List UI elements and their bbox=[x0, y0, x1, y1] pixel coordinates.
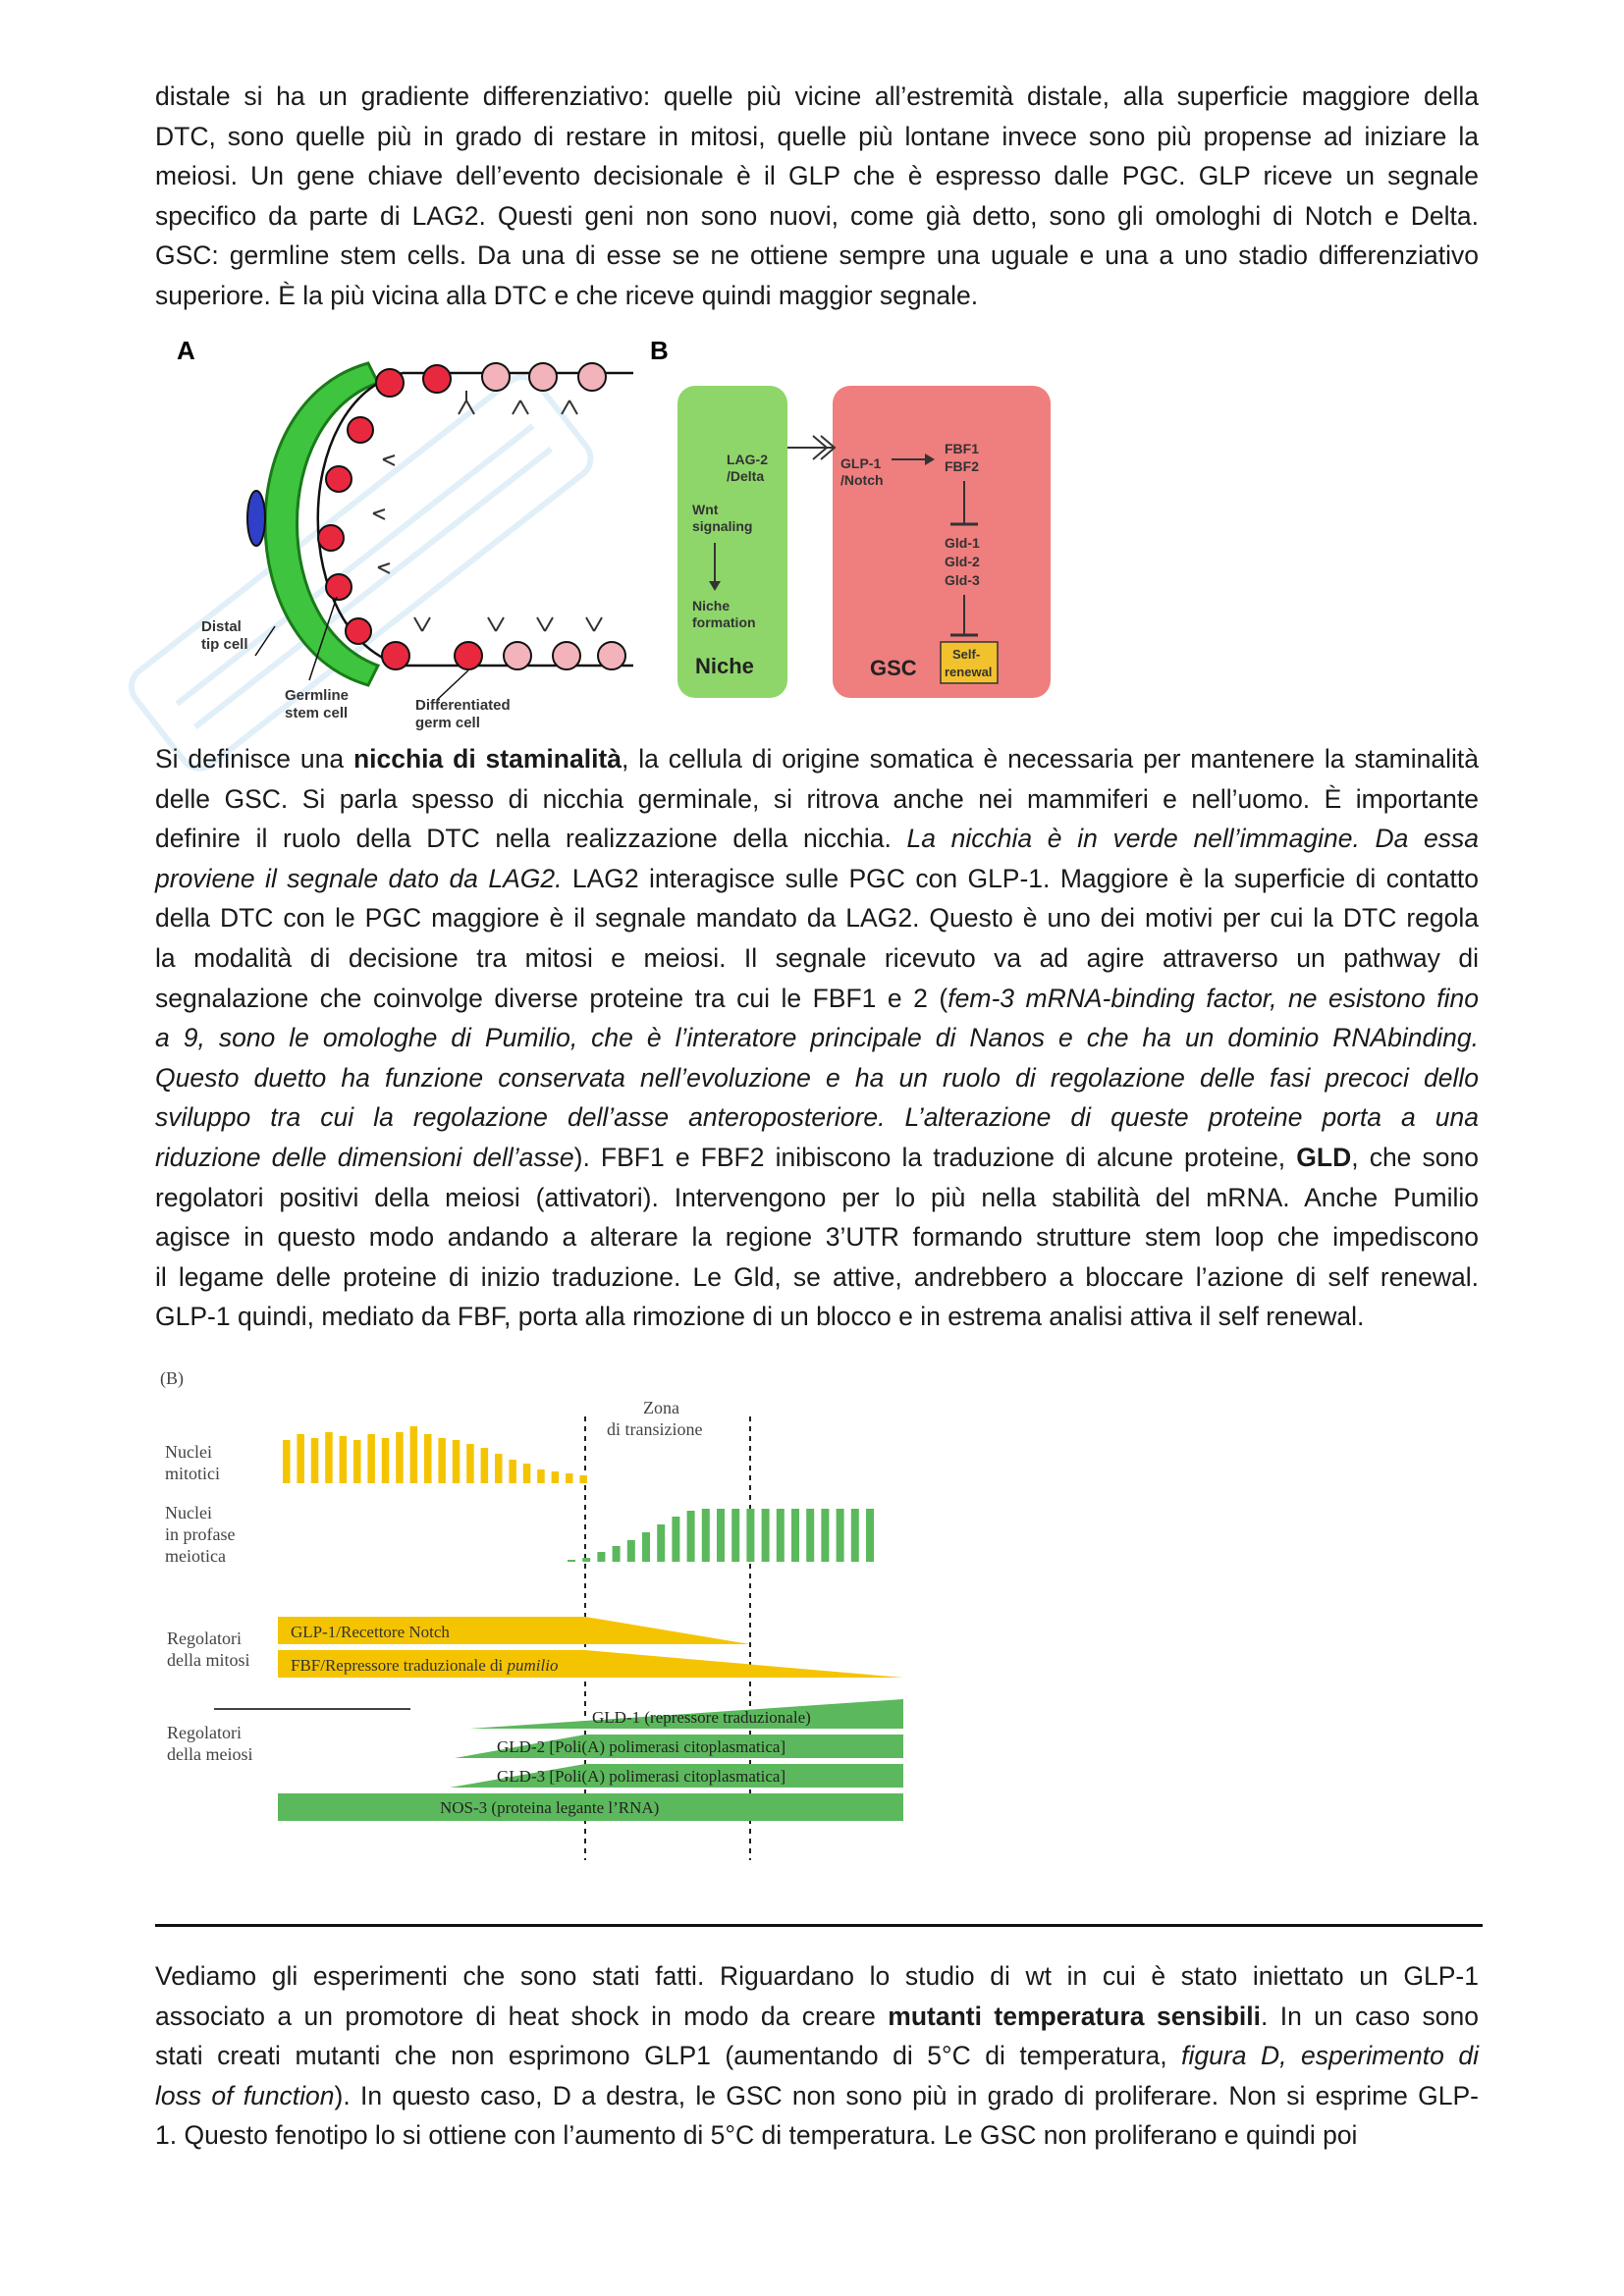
mitotic-bar bbox=[297, 1434, 304, 1483]
italic-text: fem-3 mRNA-binding factor, ne esistono fino bbox=[947, 983, 1479, 1013]
text-run: segnalazione che coinvolge diverse proteine tra cui le FBF1 e 2 ( bbox=[155, 983, 948, 1013]
row-mitotic-label-1: Nuclei bbox=[165, 1442, 212, 1462]
label-distal: Distal bbox=[201, 618, 242, 635]
italic-text: loss of function bbox=[155, 2080, 335, 2110]
italic-text: Questo duetto ha funzione conservata nell’evoluzione e ha un ruolo di regolazione delle fasi precoci dello bbox=[155, 1062, 1479, 1093]
glp1-text: GLP-1/Recettore Notch bbox=[291, 1623, 450, 1641]
meiotic-bar bbox=[791, 1509, 799, 1562]
mitotic-bar bbox=[466, 1444, 474, 1483]
meiotic-bar bbox=[762, 1509, 770, 1562]
text-run: Vediamo gli esperimenti che sono stati fatti. Riguardano lo studio di wt in cui è stato iniettato un GLP-1 bbox=[155, 1961, 1479, 1991]
fbf-text: FBF/Repressore traduzionale di pumilio bbox=[291, 1656, 559, 1675]
text-run: ). In questo caso, D a destra, le GSC non sono più in grado di proliferare. Non si esprime GLP- bbox=[334, 2080, 1479, 2110]
self-label: Self- bbox=[952, 647, 981, 662]
text-run: . In un caso sono bbox=[1261, 2001, 1479, 2031]
row-mitotic-label-2: mitotici bbox=[165, 1464, 220, 1483]
paragraph-line bbox=[155, 779, 1479, 820]
text-run: , la cellula di origine somatica è necessaria per mantenere la staminalità bbox=[622, 744, 1479, 774]
text-run: delle GSC. Si parla spesso di nicchia germinale, si ritrova anche nei mammiferi e nell’uomo. È importante bbox=[155, 783, 1479, 814]
niche-title: Niche bbox=[695, 654, 754, 678]
meiotic-bar bbox=[731, 1509, 739, 1562]
italic-text: figura D, esperimento di bbox=[1181, 2041, 1479, 2071]
fbf1-label: FBF1 bbox=[945, 441, 979, 456]
mitotic-bar bbox=[453, 1440, 460, 1483]
paragraph-line bbox=[155, 2076, 1479, 2116]
paragraph-line bbox=[155, 2036, 1479, 2076]
mitotic-bar bbox=[283, 1440, 291, 1483]
gld1-label: Gld-1 bbox=[945, 535, 980, 551]
fbf2-label: FBF2 bbox=[945, 458, 979, 474]
paragraph-line bbox=[155, 979, 1479, 1019]
paragraph-line bbox=[155, 2115, 1479, 2156]
meiotic-bar bbox=[837, 1509, 844, 1562]
mitotic-bar bbox=[566, 1473, 573, 1483]
text-run: il legame delle proteine di inizio traduzione. Le Gld, se attive, andrebbero a bloccare l’azione di self renewal. bbox=[155, 1261, 1479, 1292]
gld2-text: GLD-2 [Poli(A) polimerasi citoplasmatica] bbox=[497, 1737, 786, 1756]
reg-mitosi-label-1: Regolatori bbox=[167, 1629, 242, 1648]
meiotic-bar bbox=[866, 1509, 874, 1562]
paragraph-line bbox=[155, 1257, 1479, 1298]
meiotic-bar bbox=[687, 1511, 695, 1562]
paragraph-line bbox=[155, 819, 1479, 859]
mitotic-bar bbox=[424, 1434, 432, 1483]
row-meiotic-label-1: Nuclei bbox=[165, 1503, 212, 1522]
mitotic-bar bbox=[509, 1460, 516, 1483]
meiotic-bar bbox=[746, 1509, 754, 1562]
text-run: GLP-1 quindi, mediato da FBF, porta alla rimozione di un blocco e in estrema analisi attiva il self renewal. bbox=[155, 1302, 1365, 1332]
mitotic-bar bbox=[353, 1440, 361, 1483]
mitotic-bar bbox=[537, 1469, 545, 1483]
mitotic-bar bbox=[367, 1434, 375, 1483]
text-run: la modalità di decisione tra mitosi e meiosi. Il segnale ricevuto va ad agire attraverso un pathway di bbox=[155, 942, 1479, 973]
figure-b-label: B bbox=[650, 336, 669, 365]
mitotic-bar bbox=[523, 1464, 531, 1483]
germ-cells-curve bbox=[318, 417, 373, 644]
italic-text: a 9, sono le omologhe di Pumilio, che è l’interatore principale di Nanos e che ha un dominio RNAbinding. bbox=[155, 1023, 1479, 1053]
section-divider bbox=[155, 1924, 1483, 1927]
italic-text: La nicchia è in verde nell’immagine. Da essa bbox=[906, 824, 1479, 854]
bold-term: GLD bbox=[1296, 1142, 1352, 1172]
meiotic-bar bbox=[582, 1558, 590, 1562]
paragraph-line bbox=[155, 1956, 1479, 1997]
meiotic-bar bbox=[851, 1509, 859, 1562]
signaling-label: signaling bbox=[692, 518, 753, 534]
figure-a-gonad-diagram bbox=[172, 332, 643, 734]
text-run: agisce in questo modo andando a alterare la regione 3’UTR formando strutture stem loop che impediscono bbox=[155, 1222, 1479, 1253]
figure-c-label: (B) bbox=[160, 1368, 184, 1388]
paragraph-experiments bbox=[155, 1956, 1479, 2156]
paragraph-line bbox=[155, 1178, 1479, 1218]
paragraph-line: DTC, sono quelle più in grado di restare in mitosi, quelle più lontane invece sono più propense ad iniziare la bbox=[155, 121, 1479, 151]
text-run: associato a un promotore di heat shock in modo da creare bbox=[155, 2001, 889, 2031]
mitotic-bar bbox=[325, 1432, 333, 1483]
gld3-text: GLD-3 [Poli(A) polimerasi citoplasmatica] bbox=[497, 1767, 786, 1786]
bold-term: nicchia di staminalità bbox=[352, 744, 622, 774]
germ-cells-top-row bbox=[376, 363, 606, 397]
nos3-text: NOS-3 (proteina legante l’RNA) bbox=[440, 1798, 660, 1817]
meiotic-bar bbox=[642, 1532, 650, 1562]
text-run: LAG2 interagisce sulle PGC con GLP-1. Maggiore è la superficie di contatto bbox=[562, 863, 1480, 893]
text-run: definire il ruolo della DTC nella realizzazione della nicchia. bbox=[155, 824, 907, 854]
niche-formation-label: Niche bbox=[692, 598, 731, 614]
meiotic-bar bbox=[597, 1552, 605, 1562]
label-germ-cell: germ cell bbox=[415, 715, 480, 731]
text-run: stati creati mutanti che non esprimono GLP1 (aumentando di 5°C di temperatura, bbox=[155, 2041, 1182, 2071]
text-run: 1. Questo fenotipo lo si ottiene con l’aumento di 5°C di temperatura. Le GSC non proliferano e quindi poi bbox=[155, 2120, 1358, 2151]
gld1-text: GLD-1 (repressore traduzionale) bbox=[592, 1708, 811, 1727]
meiotic-bar bbox=[806, 1509, 814, 1562]
row-meiotic-label-2: in profase bbox=[165, 1524, 236, 1544]
dtc-nucleus bbox=[247, 491, 265, 546]
paragraph-niche bbox=[155, 739, 1479, 1337]
mitotic-bar bbox=[495, 1454, 503, 1483]
lag2-label: LAG-2 bbox=[727, 452, 768, 467]
paragraph-line bbox=[155, 1097, 1479, 1138]
formation-label: formation bbox=[692, 614, 756, 630]
paragraph-line: meiosi. Un gene chiave dell’evento decisionale è il GLP che è espresso dalle PGC. GLP riceve un segnale bbox=[155, 161, 1479, 191]
mitotic-bar bbox=[340, 1436, 348, 1483]
reg-mitosi-label-2: della mitosi bbox=[167, 1650, 250, 1670]
meiotic-bar bbox=[821, 1509, 829, 1562]
paragraph-line bbox=[155, 1138, 1479, 1178]
mitotic-bar bbox=[579, 1475, 587, 1483]
glp1-label: GLP-1 bbox=[840, 455, 882, 471]
meiotic-bar bbox=[613, 1546, 621, 1562]
label-stem-cell: stem cell bbox=[285, 705, 349, 721]
row-meiotic-label-3: meiotica bbox=[165, 1546, 226, 1566]
text-run: della DTC con le PGC maggiore è il segnale mandato da LAG2. Questo è uno dei motivi per cui la DTC regola bbox=[155, 903, 1479, 934]
transition-label: di transizione bbox=[607, 1419, 703, 1439]
meiotic-bar bbox=[702, 1509, 710, 1562]
text-run: regolatori positivi della meiosi (attivatori). Intervengono per lo più nella stabilità del mRNA. Anche Pumilio bbox=[155, 1182, 1479, 1212]
label-tip-cell: tip cell bbox=[201, 636, 248, 653]
gsc-title: GSC bbox=[870, 656, 917, 680]
paragraph-line: superiore. È la più vicina alla DTC e che riceve quindi maggior segnale. bbox=[155, 280, 979, 310]
paragraph-line: GSC: germline stem cells. Da una di esse se ne ottiene sempre una uguale e una a uno stadio differenziativo bbox=[155, 240, 1479, 271]
niche-box bbox=[677, 386, 787, 698]
paragraph-line bbox=[155, 898, 1479, 938]
paragraph-line bbox=[155, 859, 1479, 899]
italic-text: riduzione delle dimensioni dell’asse bbox=[155, 1142, 574, 1172]
zone-label: Zona bbox=[643, 1398, 679, 1417]
figure-c-regulators-diagram bbox=[155, 1360, 921, 1870]
paragraph-line bbox=[155, 1297, 1479, 1337]
italic-text: sviluppo tra cui la regolazione dell’asse anteroposteriore. L’alterazione di queste proteine porta a una bbox=[155, 1102, 1479, 1133]
text-run: , che sono bbox=[1351, 1142, 1479, 1172]
mitotic-bar bbox=[438, 1438, 446, 1483]
mitotic-bar bbox=[396, 1432, 404, 1483]
mitotic-bar bbox=[410, 1426, 418, 1483]
paragraph-line: distale si ha un gradiente differenziativo: quelle più vicine all’estremità distale, alla superficie maggiore della bbox=[155, 81, 1479, 111]
meiotic-bar bbox=[672, 1517, 679, 1562]
paragraph-line bbox=[155, 1217, 1479, 1257]
meiotic-bar bbox=[657, 1524, 665, 1562]
mitotic-bar bbox=[481, 1448, 489, 1483]
reg-meiosi-label-1: Regolatori bbox=[167, 1723, 242, 1742]
text-run: Si definisce una bbox=[155, 744, 353, 774]
meiotic-nuclei-bars bbox=[568, 1509, 874, 1562]
wnt-label: Wnt bbox=[692, 502, 719, 517]
gld2-label: Gld-2 bbox=[945, 554, 980, 569]
figure-b-pathway-diagram bbox=[648, 332, 1060, 705]
mitotic-bar bbox=[552, 1471, 560, 1483]
bold-term: mutanti temperatura sensibili bbox=[888, 2001, 1261, 2031]
meiotic-bar bbox=[777, 1509, 785, 1562]
mitotic-nuclei-bars bbox=[283, 1426, 587, 1483]
meiotic-bar bbox=[627, 1540, 635, 1562]
mitotic-bar bbox=[311, 1438, 319, 1483]
delta-label: /Delta bbox=[727, 468, 765, 484]
paragraph-line bbox=[155, 1058, 1479, 1098]
paragraph-line bbox=[155, 938, 1479, 979]
notch-label: /Notch bbox=[840, 472, 884, 488]
label-differentiated: Differentiated bbox=[415, 697, 511, 714]
mitotic-bar bbox=[382, 1438, 390, 1483]
paragraph-line bbox=[155, 1018, 1479, 1058]
meiotic-bar bbox=[568, 1560, 575, 1562]
reg-meiosi-label-2: della meiosi bbox=[167, 1744, 253, 1764]
paragraph-line bbox=[155, 1997, 1479, 2037]
label-germline: Germline bbox=[285, 687, 350, 704]
text-run: ). FBF1 e FBF2 inibiscono la traduzione di alcune proteine, bbox=[573, 1142, 1297, 1172]
renewal-label: renewal bbox=[945, 665, 993, 679]
paragraph-line: specifico da parte di LAG2. Questi geni non sono nuovi, come già detto, sono gli omologhi di Notch e Delta. bbox=[155, 200, 1479, 231]
paragraph-line bbox=[155, 739, 1479, 779]
gld3-label: Gld-3 bbox=[945, 572, 980, 588]
figure-a-label: A bbox=[177, 336, 195, 365]
italic-text: proviene il segnale dato da LAG2. bbox=[155, 863, 563, 893]
paragraph-intro bbox=[155, 77, 1479, 316]
meiotic-bar bbox=[717, 1509, 725, 1562]
